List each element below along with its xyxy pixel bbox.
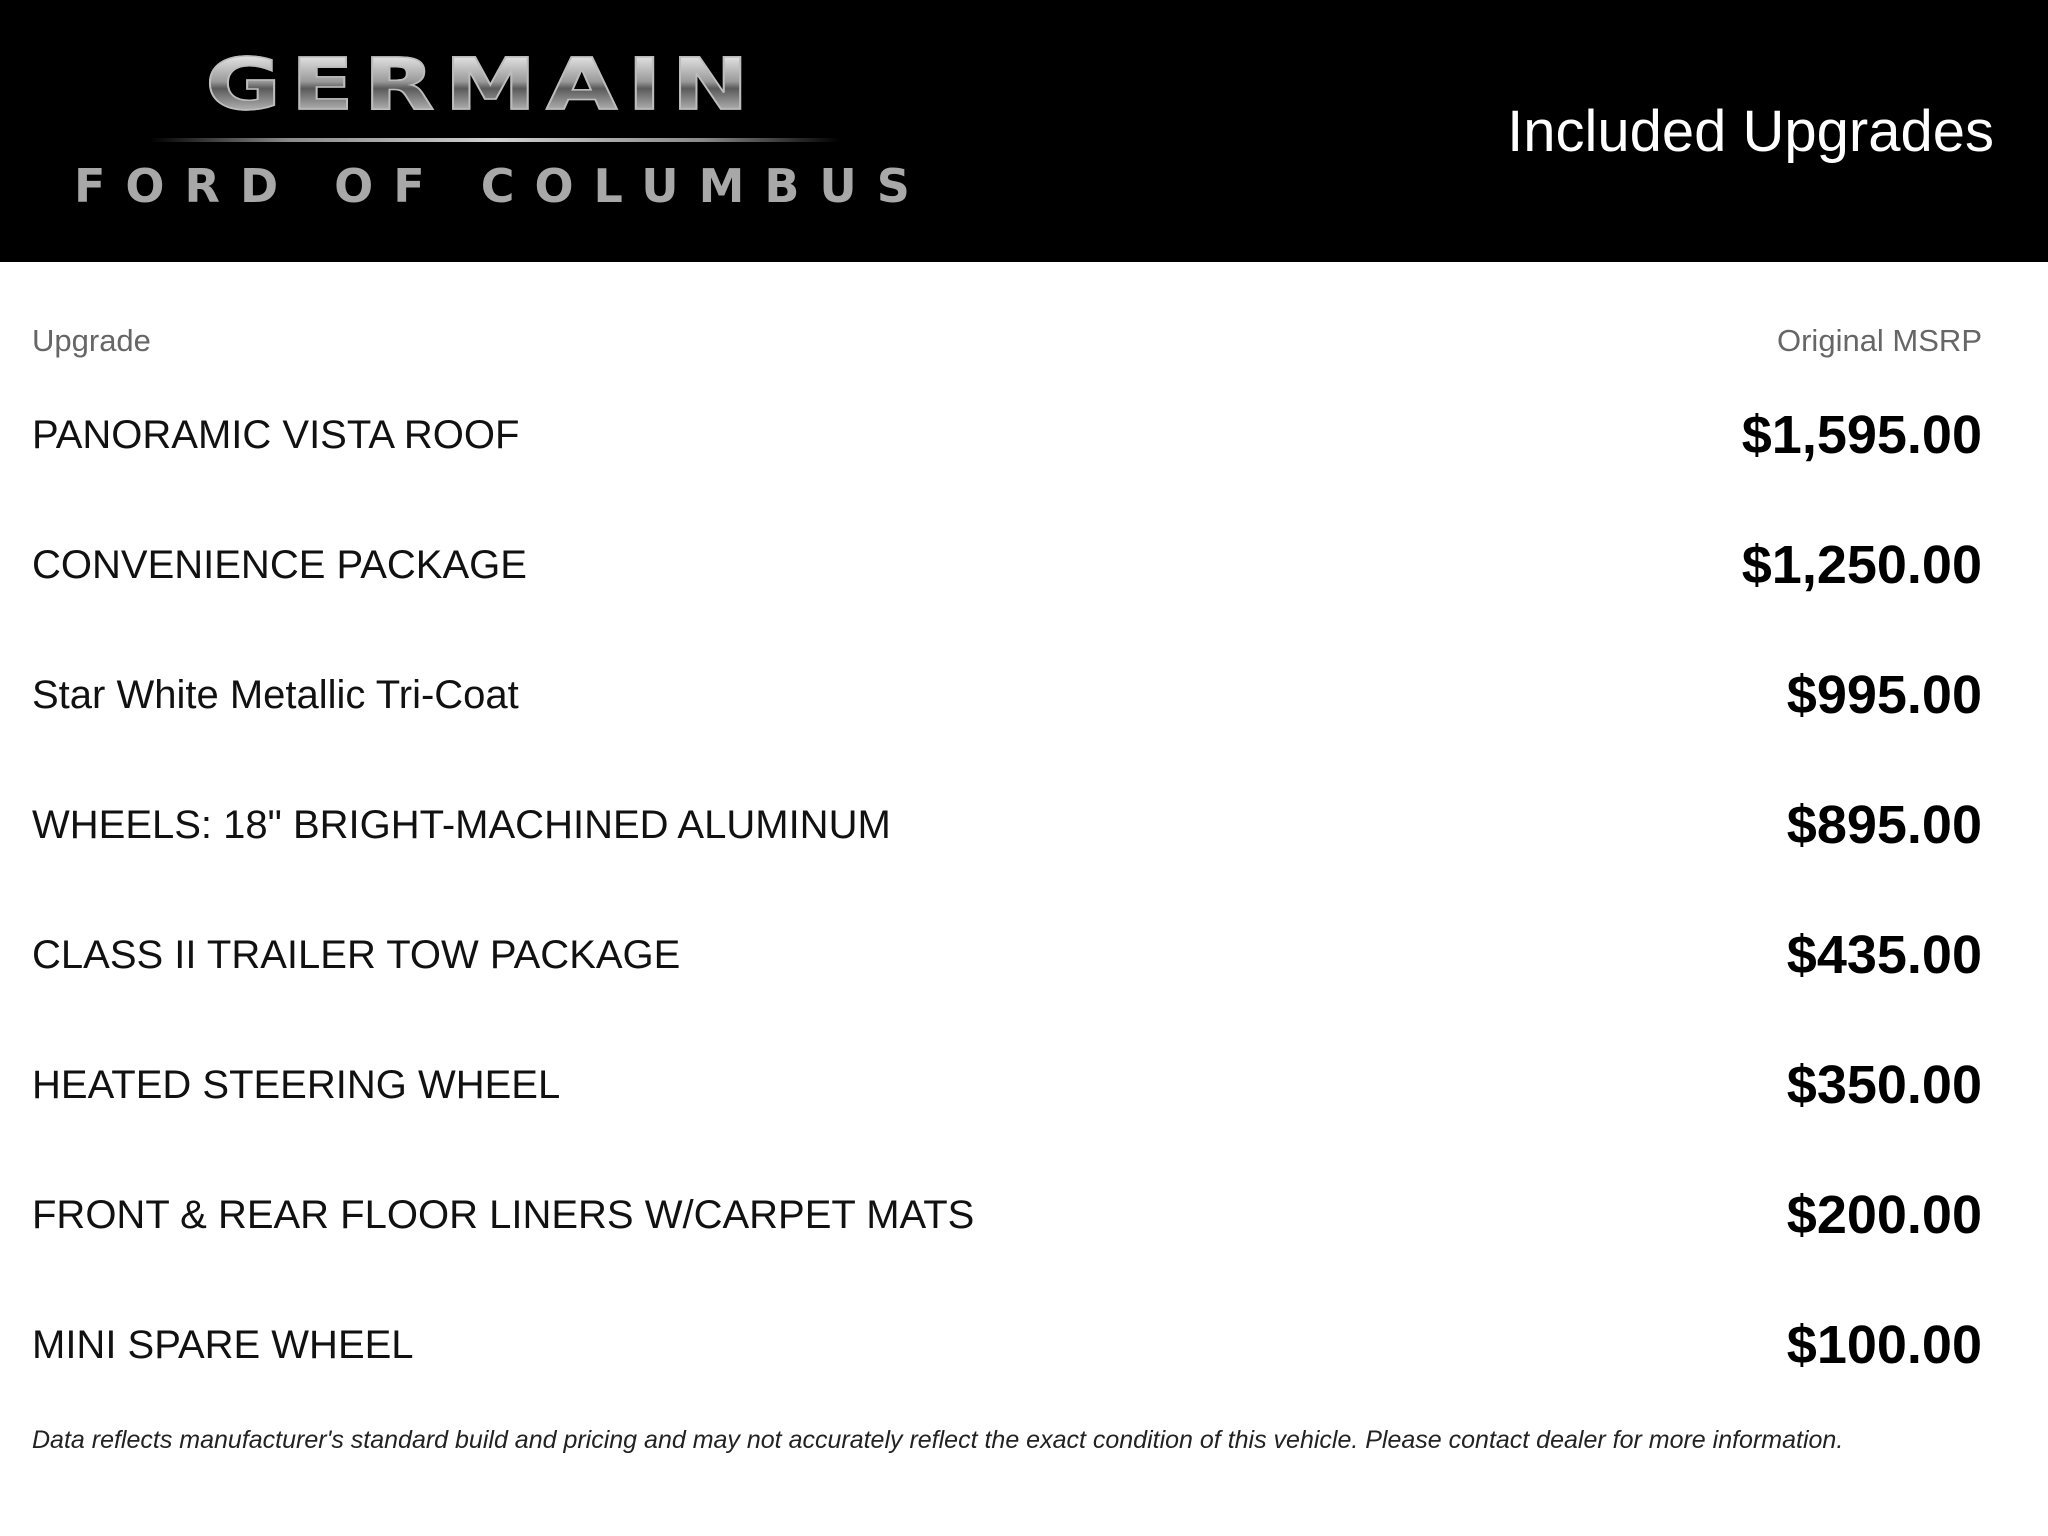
table-row xyxy=(32,1150,1982,1280)
upgrade-name: MINI SPARE WHEEL xyxy=(32,1323,414,1367)
table-row xyxy=(32,760,1982,890)
table-row xyxy=(32,370,1982,500)
upgrade-name: Star White Metallic Tri-Coat xyxy=(32,673,519,717)
upgrade-price: $895.00 xyxy=(1786,795,1982,855)
upgrade-name: PANORAMIC VISTA ROOF xyxy=(32,413,520,457)
upgrade-name: CONVENIENCE PACKAGE xyxy=(32,543,527,587)
table-row xyxy=(32,890,1982,1020)
upgrade-name: CLASS II TRAILER TOW PACKAGE xyxy=(32,933,681,977)
column-header-msrp: Original MSRP xyxy=(1777,323,1982,358)
upgrade-price: $435.00 xyxy=(1786,925,1982,985)
column-header-upgrade: Upgrade xyxy=(32,323,151,358)
disclaimer-text: Data reflects manufacturer's standard build and pricing and may not accurately reflect the exact condition of this vehicle. Please contact dealer for more information. xyxy=(32,1426,1844,1454)
upgrade-price: $1,595.00 xyxy=(1741,405,1982,465)
logo-subtitle: FORD OF COLUMBUS xyxy=(74,159,930,213)
table-row xyxy=(32,630,1982,760)
upgrade-name: HEATED STEERING WHEEL xyxy=(32,1063,561,1107)
upgrade-price: $100.00 xyxy=(1786,1315,1982,1375)
table-header xyxy=(32,316,1982,366)
table-row xyxy=(32,500,1982,630)
table-row xyxy=(32,1020,1982,1150)
upgrade-name: FRONT & REAR FLOOR LINERS W/CARPET MATS xyxy=(32,1193,975,1237)
logo-divider xyxy=(150,138,840,142)
upgrade-name: WHEELS: 18" BRIGHT-MACHINED ALUMINUM xyxy=(32,803,891,847)
upgrade-price: $200.00 xyxy=(1786,1185,1982,1245)
upgrade-price: $1,250.00 xyxy=(1741,535,1982,595)
table-body xyxy=(32,370,1982,1410)
page-title: Included Upgrades xyxy=(1507,99,1994,164)
logo-wordmark: GERMAIN xyxy=(122,50,842,120)
upgrade-price: $350.00 xyxy=(1786,1055,1982,1115)
page-header xyxy=(0,0,2048,262)
table-row xyxy=(32,1280,1982,1410)
upgrades-table xyxy=(32,316,1982,1375)
dealer-logo xyxy=(70,40,930,220)
upgrade-price: $995.00 xyxy=(1786,665,1982,725)
